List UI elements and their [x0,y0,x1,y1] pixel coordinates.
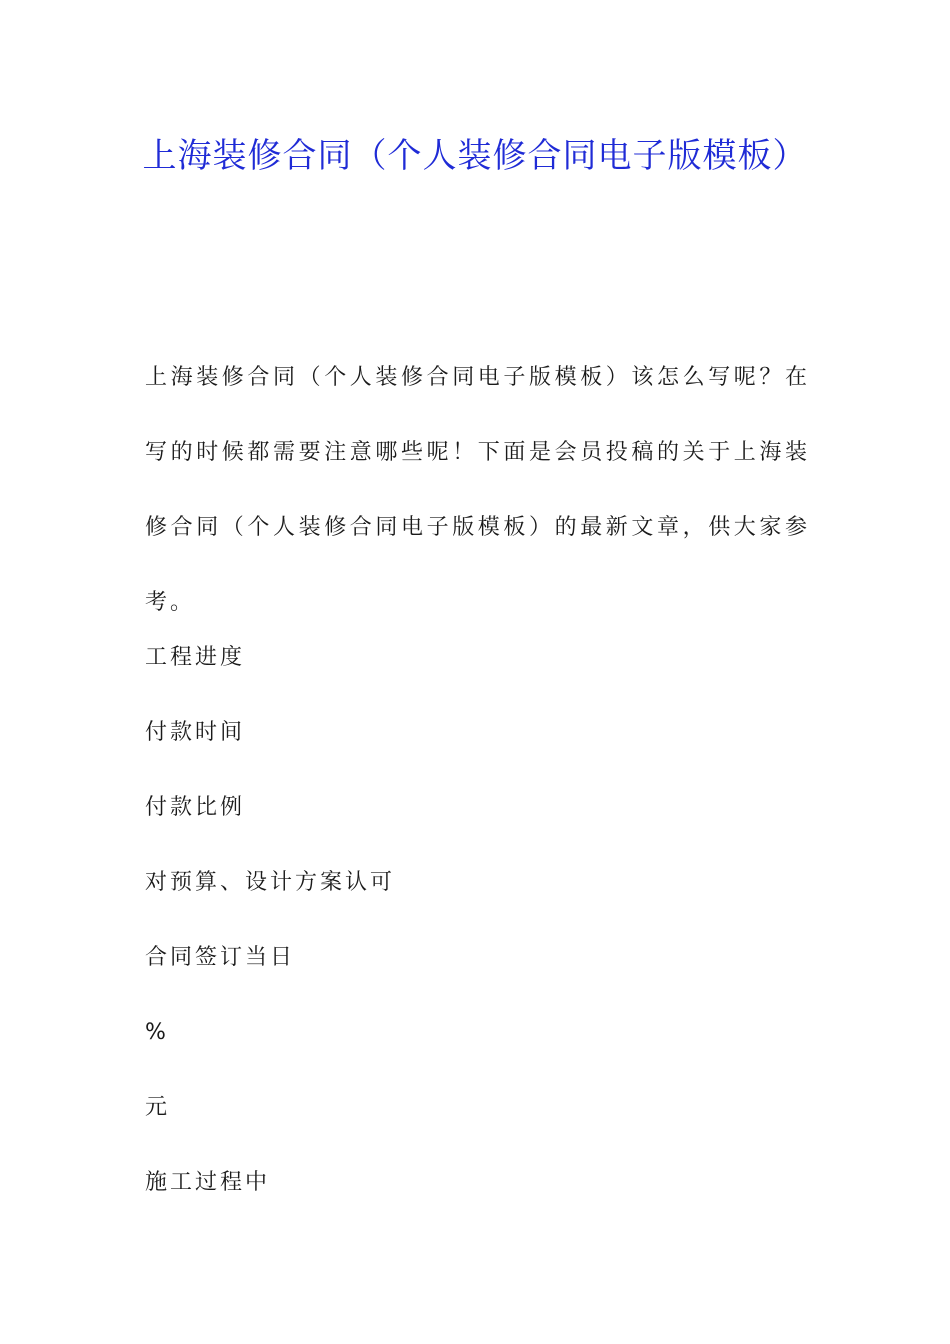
line-payment-time: 付款时间 [145,720,246,745]
line-construction: 施工过程中 [145,1170,271,1195]
line-payment-ratio: 付款比例 [145,795,246,820]
line-sign-day: 合同签订当日 [145,945,296,970]
intro-paragraph: 上海装修合同（个人装修合同电子版模板）该怎么写呢？在写的时候都需要注意哪些呢！下面是会员投稿的关于上海装修合同（个人装修合同电子版模板）的最新文章，供大家参考。 [145,365,810,615]
document-title: 上海装修合同（个人装修合同电子版模板） [142,136,808,176]
content-lines [145,640,805,1240]
line-approval: 对预算、设计方案认可 [145,870,396,895]
line-progress: 工程进度 [145,645,246,670]
line-yuan: 元 [145,1095,171,1120]
line-percent: % [145,1020,169,1045]
